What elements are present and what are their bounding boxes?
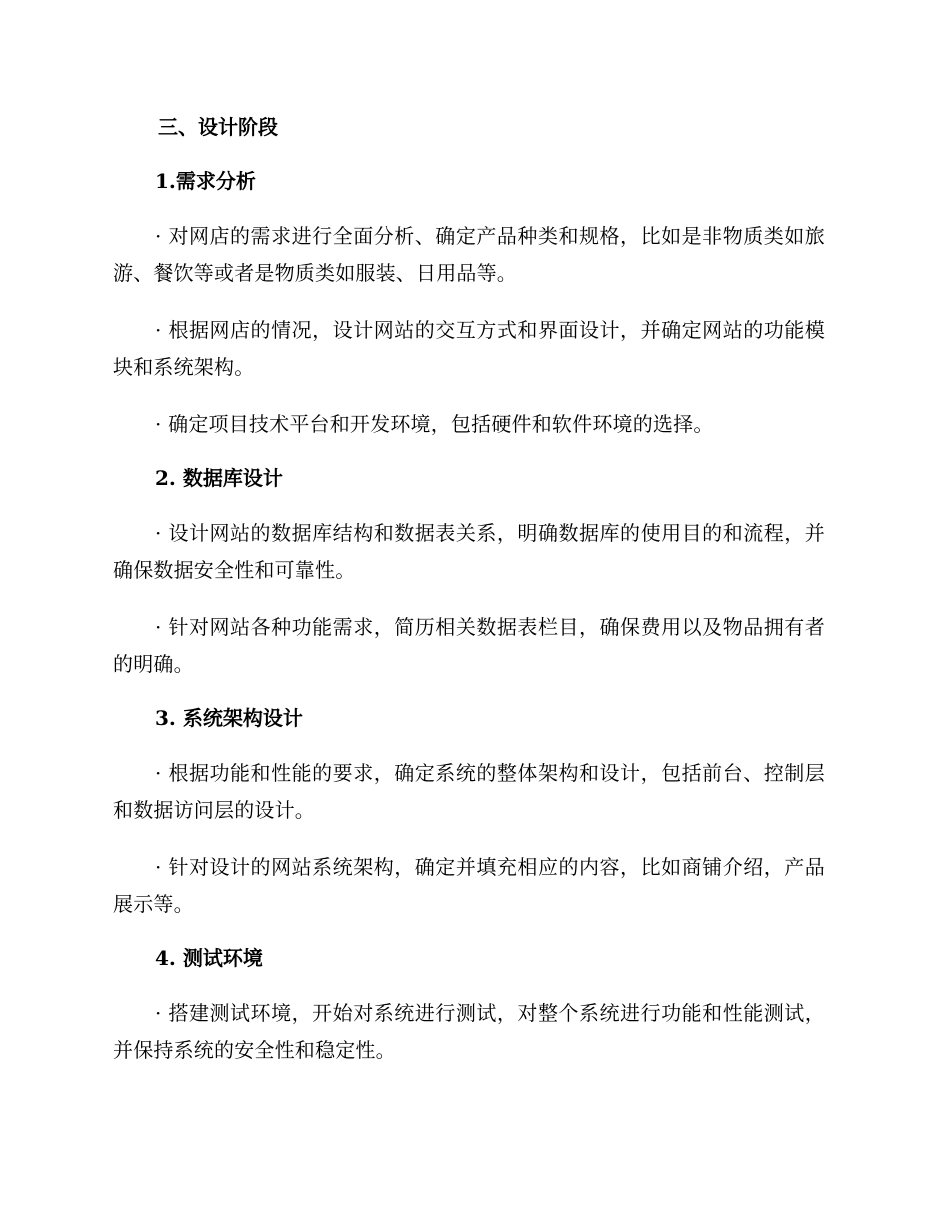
- subsection-heading-architecture: 3. 系统架构设计: [155, 706, 303, 730]
- paragraph: · 搭建测试环境，开始对系统进行测试，对整个系统进行功能和性能测试，并保持系统的安全性和稳定性。: [113, 1001, 825, 1062]
- subsection-heading-requirements: 1.需求分析: [155, 169, 256, 193]
- paragraph: · 针对设计的网站系统架构，确定并填充相应的内容，比如商铺介绍，产品展示等。: [113, 855, 825, 916]
- subsection-heading-testing: 4. 测试环境: [155, 946, 263, 970]
- section-title: 三、设计阶段: [158, 115, 278, 139]
- paragraph: · 确定项目技术平台和开发环境，包括硬件和软件环境的选择。: [155, 412, 714, 436]
- paragraph: · 对网店的需求进行全面分析、确定产品种类和规格，比如是非物质类如旅游、餐饮等或者是物质类如服装、日用品等。: [113, 224, 825, 285]
- paragraph: · 根据功能和性能的要求，确定系统的整体架构和设计，包括前台、控制层和数据访问层的设计。: [113, 761, 825, 822]
- paragraph: · 针对网站各种功能需求，简历相关数据表栏目，确保费用以及物品拥有者的明确。: [113, 615, 825, 676]
- paragraph: · 根据网店的情况，设计网站的交互方式和界面设计，并确定网站的功能模块和系统架构。: [113, 318, 825, 379]
- paragraph: · 设计网站的数据库结构和数据表关系，明确数据库的使用目的和流程，并确保数据安全性和可靠性。: [113, 521, 825, 582]
- subsection-heading-database: 2. 数据库设计: [155, 466, 283, 490]
- document-body: [113, 112, 825, 1089]
